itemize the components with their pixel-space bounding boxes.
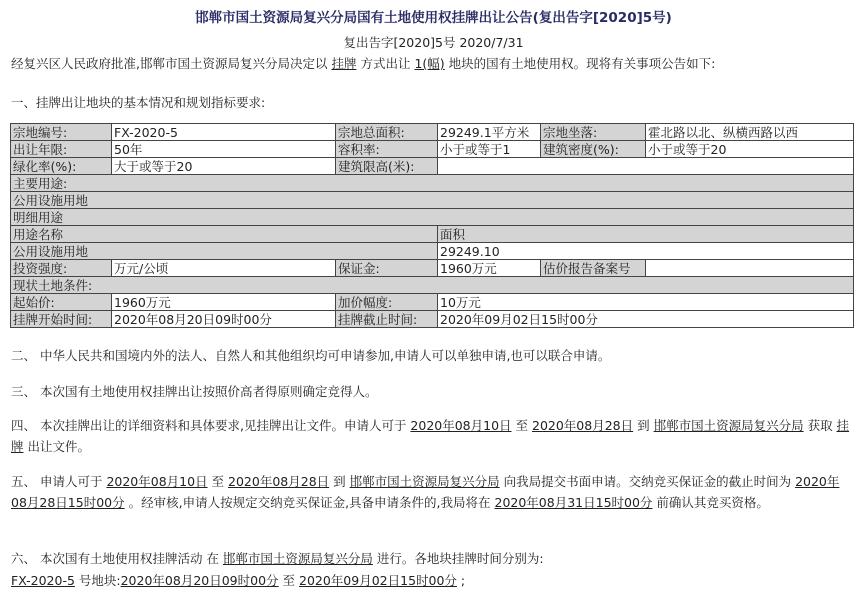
table-row (11, 260, 854, 277)
table-row (11, 294, 854, 311)
table-row (11, 192, 854, 209)
table-value: 50年 (112, 141, 336, 158)
intro-text-2: 方式出让 (360, 56, 411, 71)
section3-paragraph: 三、 本次国有土地使用权挂牌出让按照价高者得原则确定竞得人。 (11, 384, 378, 399)
notice-title: 邯郸市国土资源局复兴分局国有土地使用权挂牌出让公告(复出告字[2020]5号) (195, 10, 672, 26)
intro-paragraph (11, 54, 856, 72)
org-link: 邯郸市国土资源局复兴分局 (653, 418, 804, 433)
table-label: 公用设施用地 (11, 243, 438, 260)
table-row (11, 158, 854, 175)
table-label: 保证金: (336, 260, 438, 277)
intro-count: 1(幅) (414, 56, 445, 71)
table-row (11, 226, 854, 243)
table-label: 挂牌开始时间: (11, 311, 112, 328)
table-label: 建筑限高(米): (336, 158, 438, 175)
table-row (11, 243, 854, 260)
table-row (11, 141, 854, 158)
table-value: 万元/公顷 (112, 260, 336, 277)
section6-schedule-line: FX-2020-5 号地块:2020年08月20日09时00分 至 2020年09月02日15时00分 ; (11, 573, 466, 588)
date-link: 2020年08月28日15时00分 (11, 474, 840, 510)
table-value (646, 260, 854, 277)
table-label: 公用设施用地 (11, 192, 854, 209)
table-label: 挂牌截止时间: (336, 311, 438, 328)
table-row (11, 277, 854, 294)
table-label: 宗地坐落: (541, 124, 646, 141)
table-value: 1960万元 (112, 294, 336, 311)
table-label: 投资强度: (11, 260, 112, 277)
date-link: 2020年08月20日09时00分 (120, 573, 279, 588)
table-value: 2020年08月20日09时00分 (112, 311, 336, 328)
table-label: 建筑密度(%): (541, 141, 646, 158)
date-link: 2020年08月31日15时00分 (494, 495, 653, 510)
table-value: 2020年09月02日15时00分 (438, 311, 854, 328)
table-label: 宗地编号: (11, 124, 112, 141)
table-label: 用途名称 (11, 226, 438, 243)
intro-text-3: 地块的国有土地使用权。现将有关事项公告如下: (448, 56, 716, 71)
table-label: 容积率: (336, 141, 438, 158)
method-link: 挂牌 (11, 418, 850, 454)
parcel-info-table (10, 123, 854, 328)
table-value: 小于或等于1 (438, 141, 541, 158)
section1-heading: 一、挂牌出让地块的基本情况和规划指标要求: (11, 95, 266, 110)
table-value: 29249.1平方米 (438, 124, 541, 141)
section6-paragraph: 六、 本次国有土地使用权挂牌活动 在 邯郸市国土资源局复兴分局 进行。各地块挂牌时间分别为: (11, 551, 544, 566)
table-value: 大于或等于20 (112, 158, 336, 175)
table-value: FX-2020-5 (112, 124, 336, 141)
org-link: 邯郸市国土资源局复兴分局 (349, 474, 500, 489)
table-row (11, 209, 854, 226)
table-label: 加价幅度: (336, 294, 438, 311)
table-value: 29249.10 (438, 243, 854, 260)
table-value: 霍北路以北、纵横西路以西 (646, 124, 854, 141)
org-link: 邯郸市国土资源局复兴分局 (222, 551, 373, 566)
section4-paragraph: 四、 本次挂牌出让的详细资料和具体要求,见挂牌出让文件。申请人可于 2020年08月10日 至 2020年08月28日 到 邯郸市国土资源局复兴分局 获取 挂牌 出让文件。 (11, 418, 850, 454)
table-value: 10万元 (438, 294, 854, 311)
table-row (11, 124, 854, 141)
table-label: 起始价: (11, 294, 112, 311)
date-link: 2020年09月02日15时00分 (299, 573, 457, 588)
parcel-code: FX-2020-5 (11, 573, 75, 588)
date-link: 2020年08月28日 (532, 418, 634, 433)
date-link: 2020年08月10日 (106, 474, 208, 489)
date-link: 2020年08月28日 (228, 474, 330, 489)
table-value (438, 158, 854, 175)
table-label: 宗地总面积: (336, 124, 438, 141)
date-link: 2020年08月10日 (410, 418, 512, 433)
table-label: 估价报告备案号 (541, 260, 646, 277)
table-value: 1960万元 (438, 260, 541, 277)
table-label: 面积 (438, 226, 854, 243)
table-label: 绿化率(%): (11, 158, 112, 175)
table-value: 小于或等于20 (646, 141, 854, 158)
table-label: 出让年限: (11, 141, 112, 158)
table-label: 主要用途: (11, 175, 854, 192)
table-row (11, 175, 854, 192)
intro-text-1: 经复兴区人民政府批准,邯郸市国土资源局复兴分局决定以 (11, 56, 328, 71)
table-label: 明细用途 (11, 209, 854, 226)
doc-number-date: 复出告字[2020]5号 2020/7/31 (343, 35, 524, 50)
section5-paragraph: 五、 申请人可于 2020年08月10日 至 2020年08月28日 到 邯郸市国土资源局复兴分局 向我局提交书面申请。交纳竞买保证金的截止时间为 2020年08月28日15时00分 。经审核,申请人按规定交纳竞买保证金,具备申请条件的,我局将在 2020年08月31日15时00分 前确认其竞买资格。 (11, 474, 840, 510)
table-label: 现状土地条件: (11, 277, 854, 294)
table-row (11, 311, 854, 328)
intro-method: 挂牌 (331, 56, 357, 71)
section2-paragraph: 二、 中华人民共和国境内外的法人、自然人和其他组织均可申请参加,申请人可以单独申请,也可以联合申请。 (11, 348, 611, 363)
